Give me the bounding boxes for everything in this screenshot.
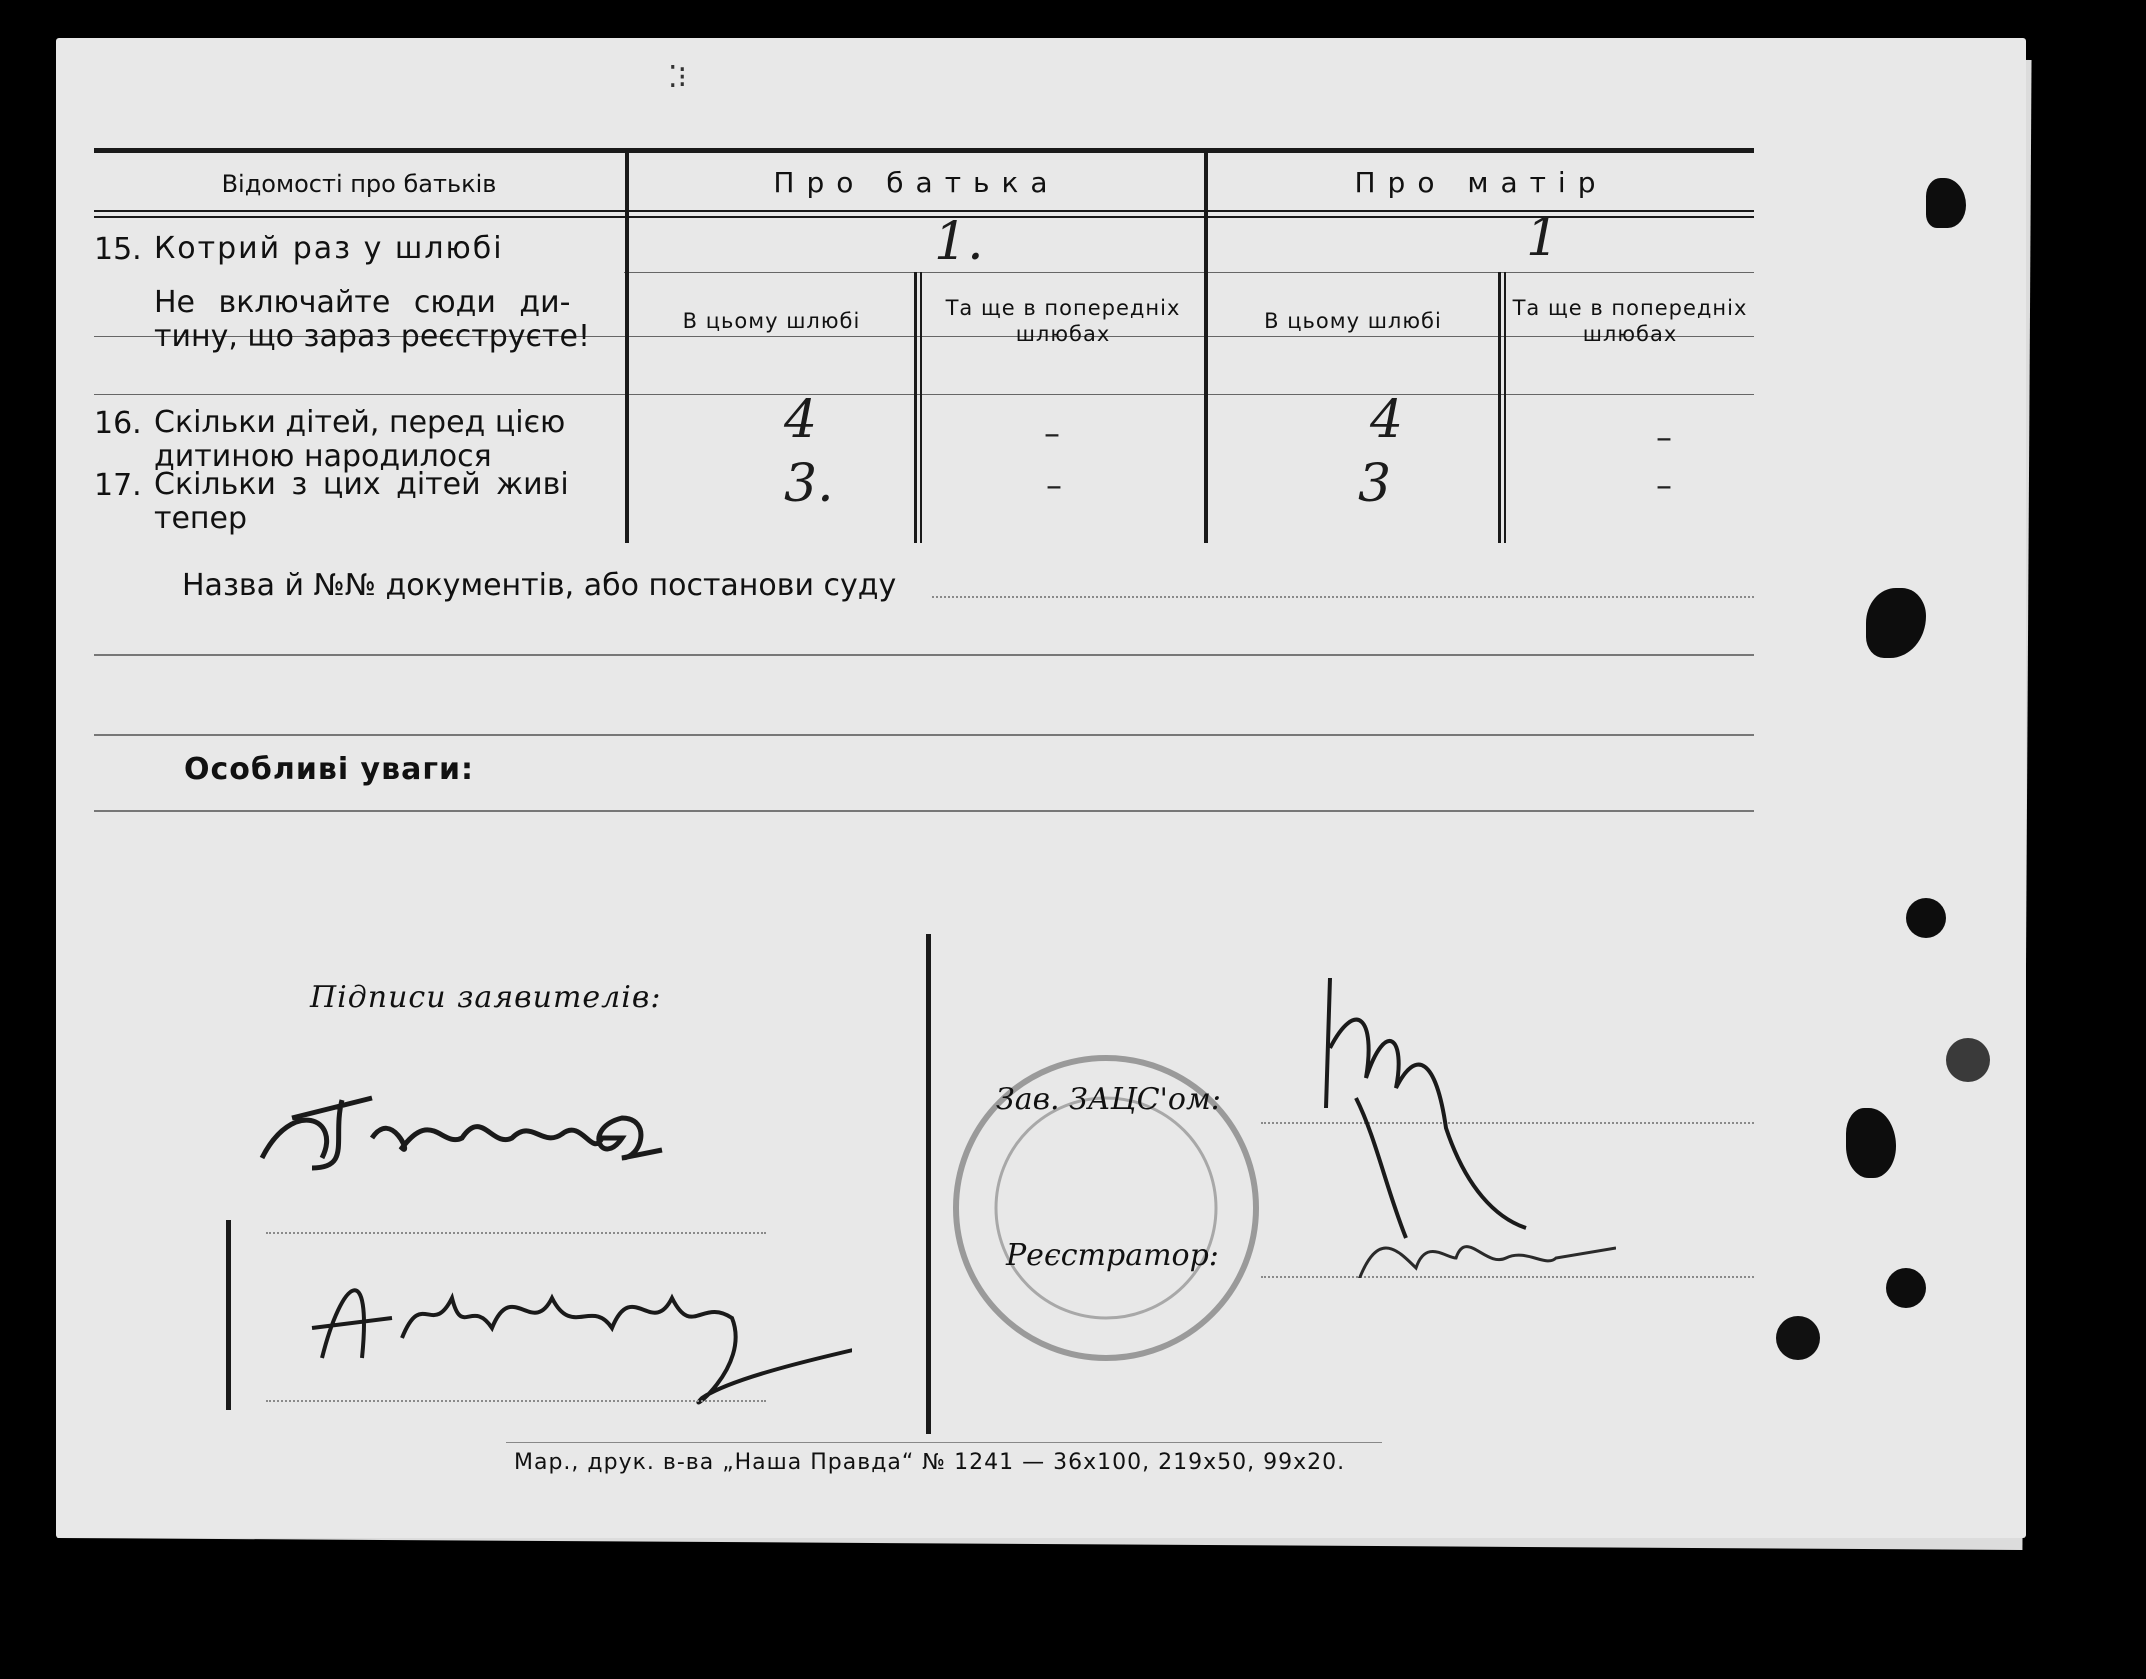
row16-father-this: 4 <box>784 390 818 450</box>
signature-bracket <box>226 1220 231 1410</box>
row17-label-2: тепер <box>154 501 248 536</box>
documents-line-3 <box>94 734 1754 736</box>
row17-mother-prev: – <box>1656 466 1672 504</box>
note-line-1: Не включайте сюди ди- <box>154 285 571 320</box>
documents-line-2 <box>94 654 1754 656</box>
row16-mother-prev: – <box>1656 418 1672 456</box>
father-prev-marriage-header-2: шлюбах <box>1015 322 1111 346</box>
header-rule-2 <box>94 216 1754 218</box>
row15-label: Котрий раз у шлюбі <box>154 231 504 266</box>
registrar-signature <box>1356 1247 1616 1278</box>
header-mother: Про матір <box>1354 166 1608 199</box>
punch-hole-2 <box>1776 1316 1820 1360</box>
row16-label-2: дитиною народилося <box>154 439 492 474</box>
row17-father-prev: – <box>1046 466 1062 504</box>
documents-dotline <box>932 596 1754 598</box>
row15-father-value: 1. <box>934 212 984 272</box>
binding-tear-5 <box>1886 1268 1926 1308</box>
row16-label-1: Скільки дітей, перед цією <box>154 405 566 440</box>
documents-label: Назва й №№ документів, або постанови суду <box>182 568 897 603</box>
punch-hole-1 <box>1946 1038 1990 1082</box>
signature-line-2 <box>266 1400 766 1402</box>
row17-number: 17. <box>94 468 142 503</box>
row17-mother-this: 3 <box>1358 454 1392 514</box>
official-signatures <box>1296 958 1616 1278</box>
signature-divider <box>926 934 931 1434</box>
page-mark: ⁚⁝ <box>668 60 688 95</box>
row15-mother-value: 1 <box>1526 208 1560 268</box>
father-this-marriage-header: В цьому шлюбі <box>682 309 861 333</box>
applicants-signatures-label: Підписи заявителів: <box>310 980 662 1015</box>
applicant-signature-1 <box>262 1098 662 1168</box>
head-signature <box>1326 978 1526 1238</box>
applicant-signatures <box>252 1038 852 1438</box>
row16-number: 16. <box>94 406 142 441</box>
row15-rule <box>624 272 1754 273</box>
table-top-rule <box>94 148 1754 153</box>
remarks-label: Особливі уваги: <box>184 752 475 787</box>
header-parents-info: Відомості про батьків <box>221 170 497 198</box>
row17-label-1: Скільки з цих дітей живі <box>154 467 569 502</box>
col-divider-1 <box>625 148 629 543</box>
binding-tear-3 <box>1906 898 1946 938</box>
row15-number: 15. <box>94 232 142 267</box>
parents-info-table <box>94 148 1754 543</box>
registrar-label: Реєстратор: <box>1006 1238 1219 1273</box>
father-prev-marriage-header-1: Та ще в попередніх <box>945 296 1181 320</box>
row16-father-prev: – <box>1044 414 1060 452</box>
document-page <box>56 38 2026 1538</box>
footer-rule <box>506 1442 1382 1443</box>
father-subdivider-a <box>914 272 917 543</box>
remarks-line <box>94 810 1754 812</box>
binding-tear-4 <box>1846 1108 1896 1178</box>
mother-prev-marriage-header-1: Та ще в попередніх <box>1512 296 1748 320</box>
row17-father-this: 3. <box>784 454 834 514</box>
row16-mother-this: 4 <box>1370 390 1404 450</box>
printer-footer: Мар., друк. в-ва „Наша Правда“ № 1241 — 36х100, 219х50, 99х20. <box>514 1450 1346 1475</box>
binding-tear-1 <box>1926 178 1966 228</box>
signature-line-1 <box>266 1232 766 1234</box>
header-rule-1 <box>94 210 1754 212</box>
head-of-registry-label: Зав. ЗАЦС'ом: <box>996 1082 1221 1117</box>
binding-tear-2 <box>1866 588 1926 658</box>
col-divider-2 <box>1204 148 1208 543</box>
applicant-signature-2 <box>312 1290 852 1402</box>
mother-this-marriage-header: В цьому шлюбі <box>1264 309 1442 333</box>
note-line-2: тину, що зараз реєструєте! <box>154 319 590 354</box>
mother-subdivider-a <box>1498 272 1501 543</box>
header-father: Про батька <box>773 166 1060 199</box>
mother-prev-marriage-header-2: шлюбах <box>1582 322 1678 346</box>
